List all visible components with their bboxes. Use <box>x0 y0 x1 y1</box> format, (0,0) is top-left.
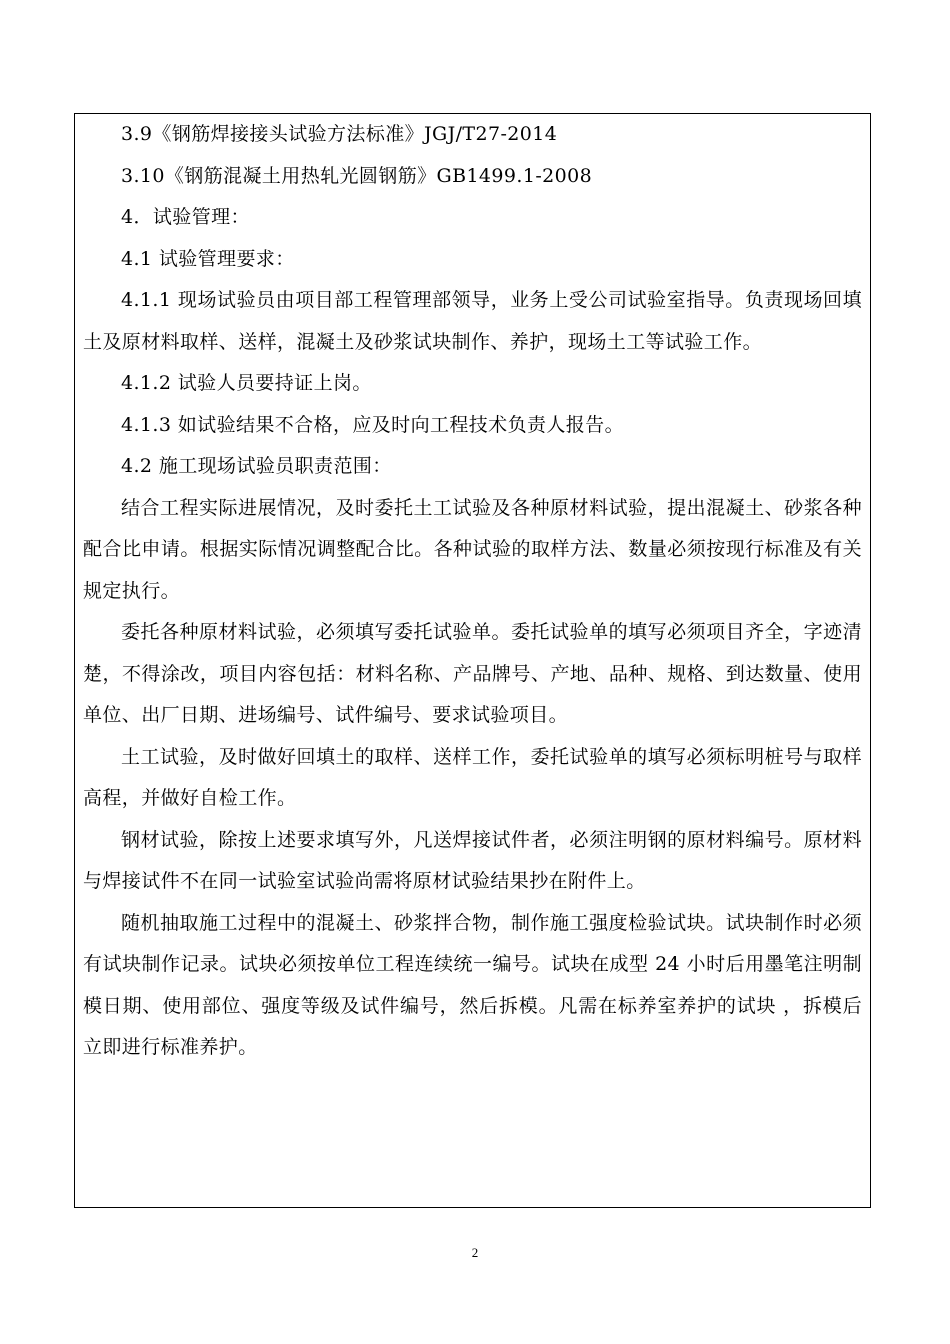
content-frame <box>74 113 871 1208</box>
subsection-heading: 4.2 施工现场试验员职责范围： <box>121 455 392 477</box>
paragraph: 随机抽取施工过程中的混凝土、砂浆拌合物，制作施工强度检验试块。试块制作时必须有试块制作记录。试块必须按单位工程连续统一编号。试块在成型 24 小时后用墨笔注明制模日期、使用部位、强度等级及试件编号，然后拆模。凡需在标养室养护的试块 ，拆模后立即进行标准养护。 <box>83 911 862 1058</box>
paragraph: 土工试验，及时做好回填土的取样、送样工作，委托试验单的填写必须标明桩号与取样高程，并做好自检工作。 <box>83 745 862 809</box>
paragraph: 委托各种原材料试验，必须填写委托试验单。委托试验单的填写必须项目齐全，字迹清楚，不得涂改，项目内容包括：材料名称、产品牌号、产地、品种、规格、到达数量、使用单位、出厂日期、进场编号、试件编号、要求试验项目。 <box>83 621 862 726</box>
page-number: 2 <box>471 1245 479 1260</box>
document-body <box>83 114 862 1069</box>
paragraph: 4.1.3 如试验结果不合格，应及时向工程技术负责人报告。 <box>121 413 624 436</box>
section-heading: 4．试验管理： <box>121 206 250 228</box>
paragraph: 3.10《钢筋混凝土用热轧光圆钢筋》GB1499.1-2008 <box>121 164 593 187</box>
paragraph: 结合工程实际进展情况，及时委托土工试验及各种原材料试验，提出混凝土、砂浆各种配合比申请。根据实际情况调整配合比。各种试验的取样方法、数量必须按现行标准及有关规定执行。 <box>83 496 862 602</box>
subsection-heading: 4.1 试验管理要求： <box>121 247 295 270</box>
paragraph: 钢材试验，除按上述要求填写外，凡送焊接试件者，必须注明钢的原材料编号。原材料与焊接试件不在同一试验室试验尚需将原材试验结果抄在附件上。 <box>83 828 862 892</box>
paragraph: 4.1.2 试验人员要持证上岗。 <box>121 372 372 394</box>
paragraph: 4.1.1 现场试验员由项目部工程管理部领导，业务上受公司试验室指导。负责现场回填土及原材料取样、送样，混凝土及砂浆试块制作、养护，现场土工等试验工作。 <box>83 289 862 353</box>
paragraph: 3.9《钢筋焊接接头试验方法标准》JGJ/T27-2014 <box>121 123 558 145</box>
